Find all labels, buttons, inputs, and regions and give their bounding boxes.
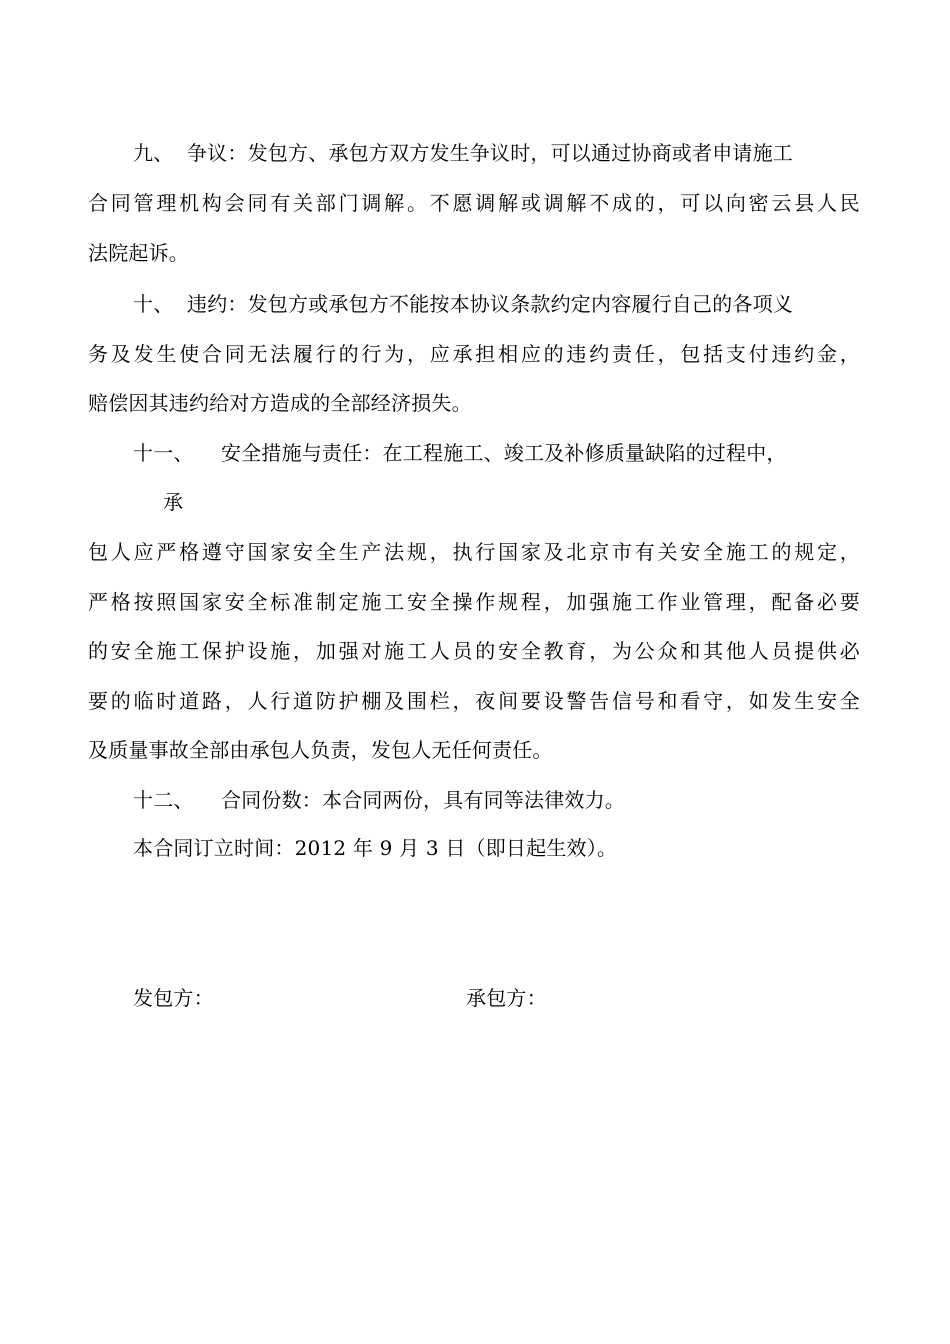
clause-11-first-line xyxy=(133,440,787,466)
clause-10-text-line-2: 务及发生使合同无法履行的行为，应承担相应的违约责任，包括支付违约金， xyxy=(88,342,860,366)
clause-10-text-line-1: 违约：发包方或承包方不能按本协议条款约定内容履行自己的各项义 xyxy=(187,292,793,316)
clause-10-number: 十、 xyxy=(133,292,174,316)
party-a-signature-label: 发包方： xyxy=(133,986,214,1010)
clause-11-number: 十一、 xyxy=(133,441,194,465)
clause-11-text-line-2: 包人应严格遵守国家安全生产法规，执行国家及北京市有关安全施工的规定， xyxy=(88,540,860,564)
clause-10-text-line-3: 赔偿因其违约给对方造成的全部经济损失。 xyxy=(88,391,472,415)
clause-12-number: 十二、 xyxy=(133,788,194,812)
clause-11-text-line-5: 要的临时道路，人行道防护棚及围栏，夜间要设警告信号和看守，如发生安全 xyxy=(88,689,860,713)
clause-9-number: 九、 xyxy=(133,141,174,165)
clause-9-first-line xyxy=(133,140,793,166)
clause-9-text-line-3: 法院起诉。 xyxy=(88,241,189,265)
contract-signed-date: 本合同订立时间：2012 年 9 月 3 日（即日起生效）。 xyxy=(133,836,618,860)
clause-10-first-line xyxy=(133,291,793,317)
clause-12-text-line-1: 合同份数：本合同两份，具有同等法律效力。 xyxy=(221,788,625,812)
clause-11-text-line-1b: 承 xyxy=(163,490,184,514)
clause-11-text-line-6: 及质量事故全部由承包人负责，发包人无任何责任。 xyxy=(88,738,553,762)
clause-12-first-line xyxy=(133,787,625,813)
clause-11-text-line-3: 严格按照国家安全标准制定施工安全操作规程，加强施工作业管理，配备必要 xyxy=(88,590,860,614)
clause-9-text-line-1: 争议：发包方、承包方双方发生争议时，可以通过协商或者申请施工 xyxy=(187,141,793,165)
clause-11-text-line-1: 安全措施与责任：在工程施工、竣工及补修质量缺陷的过程中， xyxy=(221,441,787,465)
clause-9-text-line-2: 合同管理机构会同有关部门调解。不愿调解或调解不成的，可以向密云县人民 xyxy=(88,191,860,215)
clause-11-text-line-4: 的安全施工保护设施，加强对施工人员的安全教育，为公众和其他人员提供必 xyxy=(88,639,860,663)
party-b-signature-label: 承包方： xyxy=(466,986,547,1010)
